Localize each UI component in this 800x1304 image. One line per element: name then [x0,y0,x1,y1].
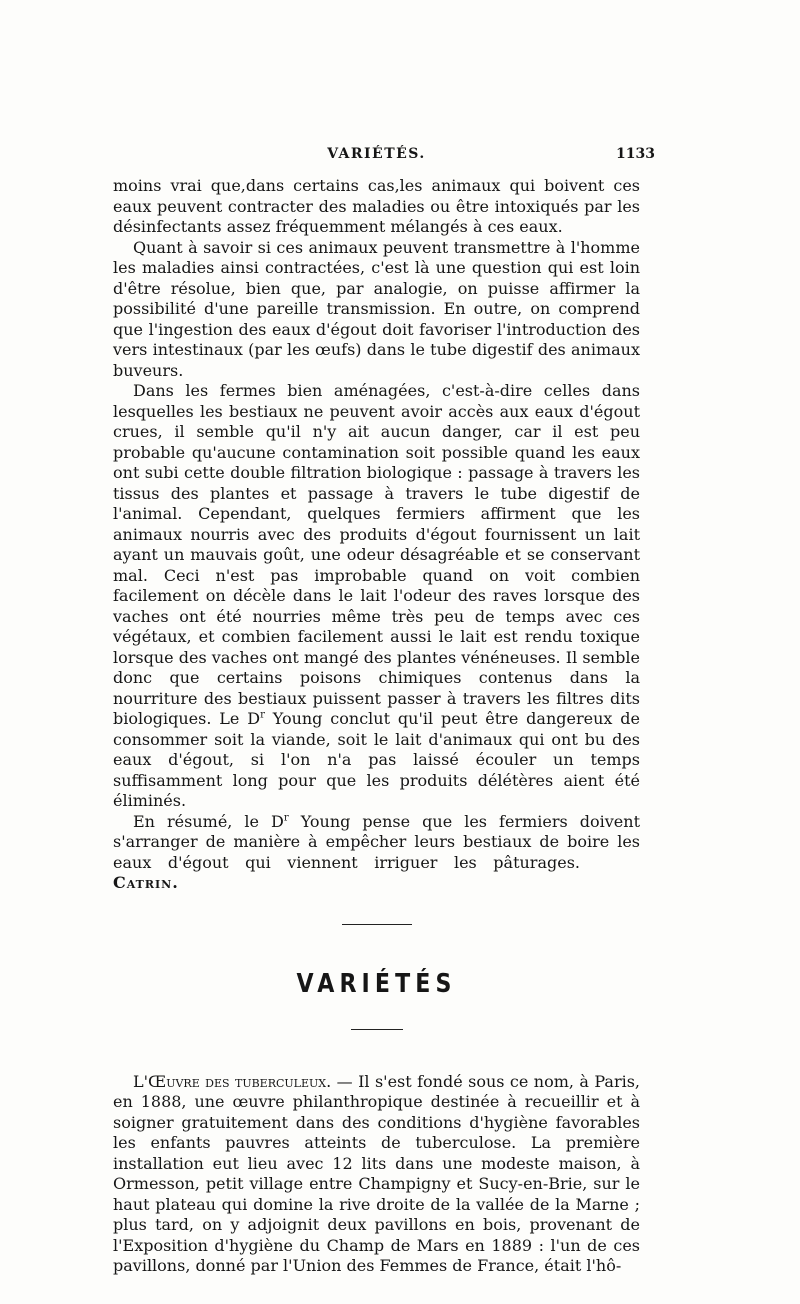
paragraph-4-text-a: En résumé, le D [133,811,284,831]
section-paragraph-text: — Il s'est fondé sous ce nom, à Paris, en 1888, une œuvre philanthropique destinée à recueillir et à soigner gratuitement dans des conditions d'hygiène favorables les enfants pauvres atteints de tuberculose. La première installation eut lieu avec 12 lits dans une modeste maison, à Ormesson, petit village entre Champigny et Sucy-en-Brie, sur le haut plateau qui domine la rive droite de la vallée de la Marne ; plus tard, on y adjoignit deux pavillons en bois, provenant de l'Exposition d'hygiène du Champ de Mars en 1889 : l'un de ces pavillons, donné par l'Union des Femmes de France, était l'hô- [113,1071,641,1275]
superscript: r [283,812,289,824]
paragraph-2: Quant à savoir si ces animaux peuvent transmettre à l'homme les maladies ainsi contractées, c'est là une question qui est loin d'être résolue, bien que, par analogie, on puisse affirmer la possibilité d'une pareille transmission. En outre, on comprend que l'ingestion des eaux d'égout doit favoriser l'introduction des vers intestinaux (par les œufs) dans le tube digestif des animaux buveurs. [113,237,640,380]
section-paragraph [113,1072,640,1277]
section-body [113,1072,640,1277]
author-signature: Catrin. [113,873,179,892]
paragraph-3-text-a: Dans les fermes bien aménagées, c'est-à-dire celles dans lesquelles les bestiaux ne peuvent avoir accès aux eaux d'égout crues, il semble qu'il n'y ait aucun danger, car il est peu probable qu'aucune contamination soit possible quand les eaux ont subi cette double filtration biologique : passage à travers les tissus des plantes et passage à travers le tube digestif de l'animal. Cependant, quelques fermiers affirment que les animaux nourris avec des produits d'égout fournissent un lait ayant un mauvais goût, une odeur désagréable et se conservant mal. Ceci n'est pas improbable quand on voit combien facilement on décèle dans le lait l'odeur des raves lorsque des vaches ont été nourries même très peu de temps avec ces végétaux, et combien facilement aussi le lait est rendu toxique lorsque des vaches ont mangé des plantes vénéneuses. Il semble donc que certains poisons chimiques contenus dans la nourriture des bestiaux puissent passer à travers les filtres dits biologiques. Le D [113,381,640,728]
section-lead-heading: L'Œuvre des tuberculeux. [133,1071,332,1091]
paragraph-4 [113,812,640,894]
paragraph-3-text-b: Young conclut qu'il peut être dangereux de consommer soit la viande, soit le lait d'animaux qui ont bu des eaux d'égout, si l'on n'a pas laissé écouler un temps suffisamment long pour que les produits délétères aient été éliminés. [113,709,641,810]
superscript: r [260,709,265,721]
section-divider-top [342,924,412,925]
paragraph-4-text-b: Young pense que les fermiers doivent s'arranger de manière à empêcher leurs bestiaux de boire les eaux d'égout qui viennent irriguer les pâturages. [113,811,640,872]
paragraph-3 [113,381,640,812]
running-title: VARIÉTÉS. [327,146,426,162]
page-number: 1133 [616,146,655,162]
paragraph-1: moins vrai que,dans certains cas,les animaux qui boivent ces eaux peuvent contracter des maladies ou être intoxiqués par les désinfectants assez fréquemment mélangés à ces eaux. [113,176,640,236]
section-title: VARIÉTÉS [296,968,457,999]
section-divider-bottom [351,1029,403,1030]
document-page [113,146,655,1277]
page-header [113,146,655,176]
